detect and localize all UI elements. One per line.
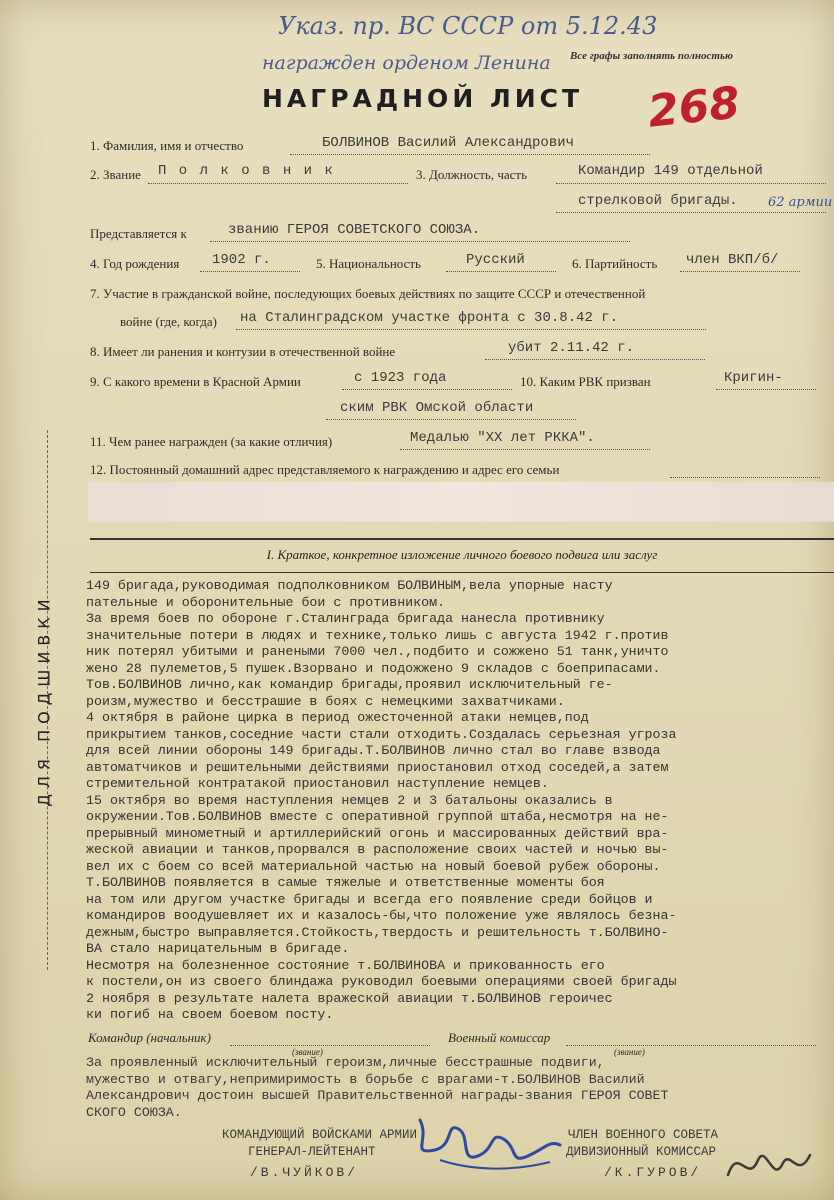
presented-line bbox=[210, 241, 630, 242]
feat-line: прерывный минометный и артиллерийский огонь и массированных действий вра- bbox=[86, 825, 669, 841]
field-7-line bbox=[236, 329, 706, 330]
field-4-line bbox=[200, 271, 300, 272]
feat-line: ник потерял убитыми и ранеными 7000 чел.,подбито и сожжено 51 танк,уничто bbox=[86, 644, 669, 659]
right-signatory-name: /К.ГУРОВ/ bbox=[604, 1165, 702, 1180]
gurov-signature-icon bbox=[718, 1135, 818, 1195]
field-3-line1 bbox=[556, 183, 826, 184]
feat-line: автоматчиков и решительными действиями приостановил отход соседей,а затем bbox=[86, 759, 669, 775]
commander-label: Командир (начальник) bbox=[88, 1030, 211, 1045]
handwritten-order-note: награжден орденом Ленина bbox=[262, 52, 551, 74]
field-10-line2 bbox=[326, 419, 576, 420]
feat-line: к постели,он из своего блиндажа руководил боевыми операциями своей бригады bbox=[86, 974, 677, 989]
right-signatory-title-1: ЧЛЕН ВОЕННОГО СОВЕТА bbox=[568, 1128, 719, 1142]
feat-line: 2 ноября в результате налета вражеской авиации т.БОЛВИНОВ героичес bbox=[86, 990, 613, 1006]
field-8-line bbox=[485, 359, 705, 360]
field-1-line bbox=[290, 154, 650, 155]
field-3-value-line2: стрелковой бригады. bbox=[578, 193, 738, 209]
commissar-label: Военный комиссар bbox=[448, 1030, 551, 1045]
field-11-line bbox=[400, 449, 650, 450]
conclusion-line: За проявленный исключительный героизм,личные бесстрашные подвиги, bbox=[86, 1055, 605, 1070]
left-signatory-name: /В.ЧУЙКОВ/ bbox=[250, 1165, 359, 1180]
field-3-label: 3. Должность, часть bbox=[416, 167, 528, 182]
feat-line: значительные потери в людях и технике,только лишь с августа 1942 г.против bbox=[86, 627, 669, 643]
field-8-value: убит 2.11.42 г. bbox=[508, 340, 635, 356]
field-6-line bbox=[680, 271, 800, 272]
conclusion-line: Александрович достоин высшей Правительственной награды-звания ГЕРОЯ СОВЕТ bbox=[86, 1088, 669, 1103]
feat-line: Несмотря на болезненное состояние т.БОЛВИНОВА и прикованность его bbox=[86, 957, 605, 973]
field-3-value-line1: Командир 149 отдельной bbox=[578, 163, 763, 179]
feat-line: командиров воодушевляет их и казалось-бы,что положение уже являлось безна- bbox=[86, 908, 677, 923]
field-1-value: БОЛВИНОВ Василий Александрович bbox=[322, 135, 575, 151]
redacted-address-block bbox=[88, 482, 834, 522]
field-9-label: 9. С какого времени в Красной Армии bbox=[90, 374, 301, 389]
feat-line: За время боев по обороне г.Сталинграда бригада нанесла противнику bbox=[86, 611, 605, 626]
field-11-value: Медалью "XX лет РККА". bbox=[410, 430, 595, 446]
field-4-label: 4. Год рождения bbox=[90, 256, 180, 271]
field-3-line2 bbox=[556, 212, 826, 213]
feat-line: жеской авиации и танков,прорвался в расположение своих частей и ночью вы- bbox=[86, 842, 669, 857]
field-10-value-line1: Кригин- bbox=[724, 370, 783, 386]
field-10-line1 bbox=[716, 389, 816, 390]
feat-line: дежным,быстро выправляется.Стойкость,твердость и решительность т.БОЛВИНО- bbox=[86, 924, 669, 940]
feat-line: пательные и оборонительные бои с противником. bbox=[86, 594, 446, 610]
feat-line: ВА стало нарицательным в бригаде. bbox=[86, 941, 350, 956]
conclusion-line: СКОГО СОЮЗА. bbox=[86, 1104, 182, 1120]
presented-value: званию ГЕРОЯ СОВЕТСКОГО СОЮЗА. bbox=[228, 222, 481, 238]
field-7-value: на Сталинградском участке фронта с 30.8.42 г. bbox=[240, 310, 619, 326]
field-2-value: П о л к о в н и к bbox=[158, 163, 335, 179]
feat-line: вел их с боем со всей материальной частью на новый боевой рубеж обороны. bbox=[86, 858, 661, 874]
field-10-label: 10. Каким РВК призван bbox=[520, 374, 651, 389]
field-5-value: Русский bbox=[466, 252, 525, 268]
field-11-label: 11. Чем ранее награжден (за какие отличия) bbox=[90, 434, 333, 449]
field-7-label-line2: войне (где, когда) bbox=[120, 314, 217, 329]
feat-line: окружении.Тов.БОЛВИНОВ вместе с оперативной группой штаба,несмотря на не- bbox=[86, 809, 669, 824]
feat-line: прикрытием танков,соседние части стали отходить.Создалась серьезная угроза bbox=[86, 726, 677, 742]
fill-all-fields-note: Все графы заполнять полностью bbox=[570, 50, 734, 62]
feat-line: 15 октября во время наступления немцев 2 и 3 батальоны оказались в bbox=[86, 792, 613, 808]
handwritten-decree-note: Указ. пр. ВС СССР от 5.12.43 bbox=[278, 12, 658, 40]
feat-line: для всей линии обороны 149 бригады.Т.БОЛВИНОВ лично стал во главе взвода bbox=[86, 743, 661, 758]
field-3-hand-note: 62 армии bbox=[768, 195, 833, 210]
feat-description bbox=[86, 578, 831, 1024]
field-10-value-line2: ским РВК Омской области bbox=[340, 400, 534, 416]
section-title: I. Краткое, конкретное изложение личного боевого подвига или заслуг bbox=[266, 547, 658, 562]
section-header-box bbox=[90, 538, 834, 573]
field-9-line bbox=[342, 389, 512, 390]
field-5-line bbox=[446, 271, 556, 272]
commissar-line bbox=[566, 1045, 816, 1046]
conclusion-text bbox=[86, 1055, 669, 1121]
field-6-value: член ВКП/б/ bbox=[686, 252, 779, 268]
right-signatory-title-2: ДИВИЗИОННЫЙ КОМИССАР bbox=[566, 1145, 717, 1159]
feat-line: ки погиб на своем боевом посту. bbox=[86, 1007, 334, 1022]
field-4-value: 1902 г. bbox=[212, 252, 271, 268]
left-signatory-title-2: ГЕНЕРАЛ-ЛЕЙТЕНАНТ bbox=[248, 1145, 376, 1159]
chuikov-signature-icon bbox=[400, 1110, 570, 1180]
feat-line: 4 октября в районе цирка в период ожесточенной атаки немцев,под bbox=[86, 710, 589, 725]
feat-line: стремительной контратакой приостановил наступление немцев. bbox=[86, 776, 549, 791]
presented-label: Представляется к bbox=[90, 226, 187, 241]
feat-line: роизм,мужество и бесстрашие в боях с немецкими захватчиками. bbox=[86, 693, 565, 709]
commissar-rank-caption: (звание) bbox=[614, 1047, 645, 1057]
field-9-value: с 1923 года bbox=[354, 370, 447, 386]
feat-line: жено 28 пулеметов,5 пушек.Взорвано и подожжено 9 складов с боеприпасами. bbox=[86, 660, 661, 676]
commander-line bbox=[230, 1045, 430, 1046]
field-1-label: 1. Фамилия, имя и отчество bbox=[90, 138, 244, 153]
feat-line: Тов.БОЛВИНОВ лично,как командир бригады,проявил исключительный ге- bbox=[86, 677, 613, 692]
field-7-label-line1: 7. Участие в гражданской войне, последующих боевых действиях по защите СССР и отечественной bbox=[90, 286, 646, 301]
binding-margin-text: ДЛЯ ПОДШИВКИ bbox=[34, 593, 54, 807]
field-5-label: 5. Национальность bbox=[316, 256, 421, 271]
field-2-label: 2. Звание bbox=[90, 167, 141, 182]
feat-line: Т.БОЛВИНОВ появляется в самые тяжелые и ответственные моменты боя bbox=[86, 875, 605, 890]
red-pencil-number: 268 bbox=[645, 77, 743, 138]
binding-margin-label bbox=[30, 420, 58, 980]
field-6-label: 6. Партийность bbox=[572, 256, 658, 271]
conclusion-line: мужество и отвагу,непримиримость в борьбе с врагами-т.БОЛВИНОВ Василий bbox=[86, 1071, 645, 1087]
left-signatory-title-1: КОМАНДУЮЩИЙ ВОЙСКАМИ АРМИИ bbox=[222, 1128, 418, 1142]
field-12-label: 12. Постоянный домашний адрес представляемого к награждению и адрес его семьи bbox=[90, 462, 560, 477]
field-8-label: 8. Имеет ли ранения и контузии в отечественной войне bbox=[90, 344, 396, 359]
feat-line: 149 бригада,руководимая подполковником БОЛВИНЫМ,вела упорные насту bbox=[86, 578, 613, 593]
field-12-line bbox=[670, 477, 820, 478]
commander-rank-caption: (звание) bbox=[292, 1047, 323, 1057]
feat-line: на том или другом участке бригады и всегда его появление среди бойцов и bbox=[86, 891, 653, 907]
page-title: НАГРАДНОЙ ЛИСТ bbox=[262, 84, 584, 113]
field-2-line bbox=[148, 183, 408, 184]
